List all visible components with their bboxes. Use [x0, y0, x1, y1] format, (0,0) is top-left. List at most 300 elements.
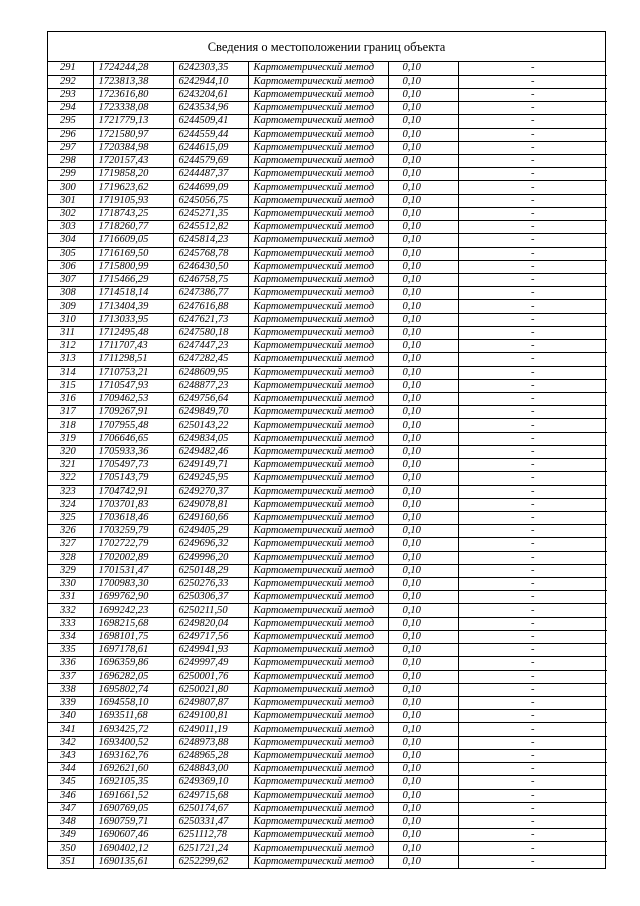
point-number: 328 — [48, 551, 93, 564]
point-number: 338 — [48, 683, 93, 696]
method-cell: Картометрический метод — [248, 392, 388, 405]
coordinate-y: 6249270,37 — [173, 485, 248, 498]
description-cell: - — [458, 221, 607, 234]
description-cell: - — [458, 842, 607, 855]
precision-cell: 0,10 — [388, 525, 458, 538]
method-cell: Картометрический метод — [248, 789, 388, 802]
table-row — [48, 287, 607, 300]
precision-cell: 0,10 — [388, 75, 458, 88]
point-number: 300 — [48, 181, 93, 194]
method-cell: Картометрический метод — [248, 630, 388, 643]
description-cell: - — [458, 75, 607, 88]
method-cell: Картометрический метод — [248, 366, 388, 379]
precision-cell: 0,10 — [388, 459, 458, 472]
precision-cell: 0,10 — [388, 141, 458, 154]
table-row — [48, 683, 607, 696]
table-row — [48, 564, 607, 577]
point-number: 349 — [48, 829, 93, 842]
coordinate-x: 1693400,52 — [93, 736, 173, 749]
point-number: 319 — [48, 432, 93, 445]
coordinate-y: 6248843,00 — [173, 763, 248, 776]
description-cell: - — [458, 168, 607, 181]
description-cell: - — [458, 141, 607, 154]
coordinate-y: 6246758,75 — [173, 274, 248, 287]
description-cell: - — [458, 62, 607, 75]
table-row — [48, 485, 607, 498]
point-number: 306 — [48, 260, 93, 273]
precision-cell: 0,10 — [388, 789, 458, 802]
coordinate-x: 1705933,36 — [93, 445, 173, 458]
table-row — [48, 75, 607, 88]
coordinate-y: 6244615,09 — [173, 141, 248, 154]
method-cell: Картометрический метод — [248, 459, 388, 472]
table-row — [48, 181, 607, 194]
coordinate-y: 6246430,50 — [173, 260, 248, 273]
table-row — [48, 102, 607, 115]
boundary-table-sheet — [47, 31, 606, 869]
coordinate-x: 1692621,60 — [93, 763, 173, 776]
point-number: 312 — [48, 340, 93, 353]
coordinate-x: 1721779,13 — [93, 115, 173, 128]
coordinate-x: 1692105,35 — [93, 776, 173, 789]
coordinate-x: 1690607,46 — [93, 829, 173, 842]
coordinate-x: 1709462,53 — [93, 392, 173, 405]
description-cell: - — [458, 723, 607, 736]
precision-cell: 0,10 — [388, 538, 458, 551]
point-number: 342 — [48, 736, 93, 749]
precision-cell: 0,10 — [388, 723, 458, 736]
coordinate-x: 1723813,38 — [93, 75, 173, 88]
coordinate-x: 1715800,99 — [93, 260, 173, 273]
method-cell: Картометрический метод — [248, 260, 388, 273]
method-cell: Картометрический метод — [248, 379, 388, 392]
table-row — [48, 406, 607, 419]
point-number: 332 — [48, 604, 93, 617]
coordinate-y: 6250021,80 — [173, 683, 248, 696]
description-cell: - — [458, 802, 607, 815]
precision-cell: 0,10 — [388, 392, 458, 405]
method-cell: Картометрический метод — [248, 736, 388, 749]
coordinate-x: 1693162,76 — [93, 749, 173, 762]
precision-cell: 0,10 — [388, 432, 458, 445]
point-number: 334 — [48, 630, 93, 643]
precision-cell: 0,10 — [388, 842, 458, 855]
description-cell: - — [458, 829, 607, 842]
precision-cell: 0,10 — [388, 115, 458, 128]
coordinate-y: 6250174,67 — [173, 802, 248, 815]
point-number: 335 — [48, 644, 93, 657]
table-row — [48, 538, 607, 551]
coordinate-x: 1699242,23 — [93, 604, 173, 617]
point-number: 336 — [48, 657, 93, 670]
coordinate-x: 1696359,86 — [93, 657, 173, 670]
coordinate-x: 1703701,83 — [93, 498, 173, 511]
method-cell: Картометрический метод — [248, 723, 388, 736]
point-number: 348 — [48, 815, 93, 828]
coordinate-x: 1701531,47 — [93, 564, 173, 577]
point-number: 308 — [48, 287, 93, 300]
point-number: 310 — [48, 313, 93, 326]
coordinate-x: 1723616,80 — [93, 88, 173, 101]
point-number: 337 — [48, 670, 93, 683]
coordinate-y: 6242303,35 — [173, 62, 248, 75]
method-cell: Картометрический метод — [248, 842, 388, 855]
table-row — [48, 829, 607, 842]
table-row — [48, 432, 607, 445]
coordinate-x: 1690759,71 — [93, 815, 173, 828]
precision-cell: 0,10 — [388, 445, 458, 458]
coordinate-y: 6245768,78 — [173, 247, 248, 260]
method-cell: Картометрический метод — [248, 749, 388, 762]
coordinate-x: 1724244,28 — [93, 62, 173, 75]
method-cell: Картометрический метод — [248, 102, 388, 115]
precision-cell: 0,10 — [388, 155, 458, 168]
table-row — [48, 326, 607, 339]
method-cell: Картометрический метод — [248, 445, 388, 458]
table-row — [48, 855, 607, 868]
coordinate-x: 1710547,93 — [93, 379, 173, 392]
precision-cell: 0,10 — [388, 564, 458, 577]
description-cell: - — [458, 630, 607, 643]
point-number: 307 — [48, 274, 93, 287]
description-cell: - — [458, 274, 607, 287]
method-cell: Картометрический метод — [248, 207, 388, 220]
coordinate-x: 1698215,68 — [93, 617, 173, 630]
description-cell: - — [458, 538, 607, 551]
method-cell: Картометрический метод — [248, 75, 388, 88]
method-cell: Картометрический метод — [248, 432, 388, 445]
description-cell: - — [458, 379, 607, 392]
coordinate-y: 6244699,09 — [173, 181, 248, 194]
precision-cell: 0,10 — [388, 591, 458, 604]
point-number: 314 — [48, 366, 93, 379]
coordinate-x: 1704742,91 — [93, 485, 173, 498]
point-number: 325 — [48, 511, 93, 524]
table-row — [48, 459, 607, 472]
coordinate-y: 6250211,50 — [173, 604, 248, 617]
table-row — [48, 617, 607, 630]
description-cell: - — [458, 392, 607, 405]
description-cell: - — [458, 366, 607, 379]
method-cell: Картометрический метод — [248, 485, 388, 498]
table-row — [48, 551, 607, 564]
coordinate-y: 6245056,75 — [173, 194, 248, 207]
precision-cell: 0,10 — [388, 168, 458, 181]
coordinate-x: 1698101,75 — [93, 630, 173, 643]
coordinate-y: 6244509,41 — [173, 115, 248, 128]
point-number: 298 — [48, 155, 93, 168]
point-number: 315 — [48, 379, 93, 392]
method-cell: Картометрический метод — [248, 419, 388, 432]
description-cell: - — [458, 260, 607, 273]
point-number: 333 — [48, 617, 93, 630]
coordinate-x: 1702002,89 — [93, 551, 173, 564]
coordinate-y: 6249149,71 — [173, 459, 248, 472]
coordinate-x: 1721580,97 — [93, 128, 173, 141]
coordinate-x: 1709267,91 — [93, 406, 173, 419]
coordinate-y: 6248877,23 — [173, 379, 248, 392]
coordinate-x: 1719858,20 — [93, 168, 173, 181]
precision-cell: 0,10 — [388, 353, 458, 366]
point-number: 294 — [48, 102, 93, 115]
point-number: 321 — [48, 459, 93, 472]
coordinate-y: 6251721,24 — [173, 842, 248, 855]
description-cell: - — [458, 406, 607, 419]
point-number: 346 — [48, 789, 93, 802]
method-cell: Картометрический метод — [248, 591, 388, 604]
coordinate-y: 6251112,78 — [173, 829, 248, 842]
precision-cell: 0,10 — [388, 379, 458, 392]
table-row — [48, 155, 607, 168]
description-cell: - — [458, 776, 607, 789]
coordinate-x: 1711707,43 — [93, 340, 173, 353]
table-row — [48, 379, 607, 392]
table-row — [48, 657, 607, 670]
precision-cell: 0,10 — [388, 736, 458, 749]
coordinate-y: 6249941,93 — [173, 644, 248, 657]
method-cell: Картометрический метод — [248, 815, 388, 828]
description-cell: - — [458, 432, 607, 445]
point-number: 344 — [48, 763, 93, 776]
coordinate-y: 6249405,29 — [173, 525, 248, 538]
description-cell: - — [458, 472, 607, 485]
coordinate-x: 1720157,43 — [93, 155, 173, 168]
precision-cell: 0,10 — [388, 326, 458, 339]
point-number: 318 — [48, 419, 93, 432]
coordinate-x: 1711298,51 — [93, 353, 173, 366]
precision-cell: 0,10 — [388, 578, 458, 591]
table-row — [48, 525, 607, 538]
table-row — [48, 274, 607, 287]
precision-cell: 0,10 — [388, 657, 458, 670]
method-cell: Картометрический метод — [248, 604, 388, 617]
coordinate-y: 6249834,05 — [173, 432, 248, 445]
description-cell: - — [458, 300, 607, 313]
point-number: 316 — [48, 392, 93, 405]
precision-cell: 0,10 — [388, 644, 458, 657]
precision-cell: 0,10 — [388, 207, 458, 220]
description-cell: - — [458, 115, 607, 128]
method-cell: Картометрический метод — [248, 644, 388, 657]
point-number: 301 — [48, 194, 93, 207]
description-cell: - — [458, 326, 607, 339]
coordinate-x: 1699762,90 — [93, 591, 173, 604]
coordinate-x: 1690135,61 — [93, 855, 173, 868]
precision-cell: 0,10 — [388, 710, 458, 723]
table-row — [48, 776, 607, 789]
description-cell: - — [458, 88, 607, 101]
table-row — [48, 578, 607, 591]
table-row — [48, 710, 607, 723]
coordinate-y: 6248609,95 — [173, 366, 248, 379]
description-cell: - — [458, 591, 607, 604]
point-number: 292 — [48, 75, 93, 88]
description-cell: - — [458, 525, 607, 538]
method-cell: Картометрический метод — [248, 300, 388, 313]
description-cell: - — [458, 485, 607, 498]
table-row — [48, 128, 607, 141]
precision-cell: 0,10 — [388, 802, 458, 815]
table-row — [48, 723, 607, 736]
description-cell: - — [458, 789, 607, 802]
table-row — [48, 511, 607, 524]
coordinate-y: 6244559,44 — [173, 128, 248, 141]
point-number: 351 — [60, 855, 76, 867]
point-number: 331 — [48, 591, 93, 604]
point-number: 326 — [48, 525, 93, 538]
table-row — [48, 141, 607, 154]
method-cell: Картометрический метод — [248, 511, 388, 524]
table-row — [48, 736, 607, 749]
coordinate-y: 6242944,10 — [173, 75, 248, 88]
point-number: 291 — [48, 62, 93, 75]
point-number: 302 — [48, 207, 93, 220]
coordinate-y: 6250001,76 — [173, 670, 248, 683]
table-row — [48, 168, 607, 181]
precision-cell: 0,10 — [388, 630, 458, 643]
precision-cell: 0,10 — [388, 366, 458, 379]
table-row — [48, 498, 607, 511]
method-cell: Картометрический метод — [248, 115, 388, 128]
description-cell: - — [458, 855, 607, 868]
precision-cell: 0,10 — [388, 670, 458, 683]
description-cell: - — [458, 498, 607, 511]
description-cell: - — [458, 511, 607, 524]
coordinate-y: 6244579,69 — [173, 155, 248, 168]
point-number: 293 — [48, 88, 93, 101]
method-cell: Картометрический метод — [248, 313, 388, 326]
method-cell: Картометрический метод — [248, 498, 388, 511]
coordinate-y: 6249715,68 — [173, 789, 248, 802]
table-row — [48, 300, 607, 313]
description-cell: - — [458, 419, 607, 432]
precision-cell: 0,10 — [388, 763, 458, 776]
method-cell: Картометрический метод — [248, 564, 388, 577]
coordinates-table — [48, 62, 607, 868]
method-cell: Картометрический метод — [248, 657, 388, 670]
method-cell: Картометрический метод — [248, 181, 388, 194]
table-row — [48, 260, 607, 273]
table-row — [48, 194, 607, 207]
description-cell: - — [458, 670, 607, 683]
method-cell: Картометрический метод — [248, 340, 388, 353]
precision-cell: 0,10 — [388, 300, 458, 313]
coordinate-x: 1723338,08 — [93, 102, 173, 115]
method-cell: Картометрический метод — [248, 194, 388, 207]
point-number: 309 — [48, 300, 93, 313]
precision-cell: 0,10 — [388, 604, 458, 617]
method-cell: Картометрический метод — [248, 88, 388, 101]
description-cell: - — [458, 155, 607, 168]
method-cell: Картометрический метод — [248, 234, 388, 247]
coordinate-x: 1712495,48 — [93, 326, 173, 339]
precision-cell: 0,10 — [388, 511, 458, 524]
coordinate-x: 1707955,48 — [93, 419, 173, 432]
description-cell: - — [458, 128, 607, 141]
point-number: 340 — [48, 710, 93, 723]
method-cell: Картометрический метод — [248, 538, 388, 551]
coordinate-x: 1716609,05 — [93, 234, 173, 247]
point-number: 350 — [48, 842, 93, 855]
coordinate-x: 1719623,62 — [93, 181, 173, 194]
coordinate-y: 6249849,70 — [173, 406, 248, 419]
precision-cell: 0,10 — [388, 855, 458, 868]
point-number: 347 — [48, 802, 93, 815]
coordinate-y: 6250276,33 — [173, 578, 248, 591]
coordinate-y: 6252299,62 — [173, 855, 248, 868]
coordinate-y: 6249245,95 — [173, 472, 248, 485]
precision-cell: 0,10 — [388, 234, 458, 247]
table-row — [48, 419, 607, 432]
point-number: 327 — [48, 538, 93, 551]
method-cell: Картометрический метод — [248, 353, 388, 366]
table-row — [48, 392, 607, 405]
point-number: 341 — [48, 723, 93, 736]
point-number: 295 — [48, 115, 93, 128]
description-cell: - — [458, 247, 607, 260]
coordinate-y: 6250148,29 — [173, 564, 248, 577]
coordinate-x: 1703618,46 — [93, 511, 173, 524]
precision-cell: 0,10 — [388, 247, 458, 260]
coordinate-y: 6247447,23 — [173, 340, 248, 353]
precision-cell: 0,10 — [388, 62, 458, 75]
point-number: 339 — [48, 697, 93, 710]
coordinate-x: 1697178,61 — [93, 644, 173, 657]
coordinate-y: 6248965,28 — [173, 749, 248, 762]
method-cell: Картометрический метод — [248, 763, 388, 776]
description-cell: - — [458, 102, 607, 115]
method-cell: Картометрический метод — [248, 776, 388, 789]
point-number: 330 — [48, 578, 93, 591]
precision-cell: 0,10 — [388, 776, 458, 789]
precision-cell: 0,10 — [388, 815, 458, 828]
description-cell: - — [458, 194, 607, 207]
description-cell: - — [458, 657, 607, 670]
point-number: 317 — [48, 406, 93, 419]
description-cell: - — [458, 564, 607, 577]
description-cell: - — [458, 644, 607, 657]
coordinate-y: 6244487,37 — [173, 168, 248, 181]
table-row — [48, 247, 607, 260]
coordinate-x: 1702722,79 — [93, 538, 173, 551]
coordinate-x: 1705143,79 — [93, 472, 173, 485]
point-number: 311 — [48, 326, 93, 339]
coordinate-y: 6249820,04 — [173, 617, 248, 630]
description-cell: - — [458, 815, 607, 828]
method-cell: Картометрический метод — [248, 525, 388, 538]
description-cell: - — [458, 313, 607, 326]
method-cell: Картометрический метод — [248, 829, 388, 842]
coordinate-x: 1718743,25 — [93, 207, 173, 220]
coordinate-x: 1713033,95 — [93, 313, 173, 326]
precision-cell: 0,10 — [388, 617, 458, 630]
coordinate-y: 6247580,18 — [173, 326, 248, 339]
method-cell: Картометрический метод — [248, 472, 388, 485]
coordinate-x: 1716169,50 — [93, 247, 173, 260]
precision-cell: 0,10 — [388, 419, 458, 432]
coordinate-x: 1720384,98 — [93, 141, 173, 154]
precision-cell: 0,10 — [388, 181, 458, 194]
table-row — [48, 88, 607, 101]
coordinate-y: 6248973,88 — [173, 736, 248, 749]
coordinate-x: 1710753,21 — [93, 366, 173, 379]
coordinate-x: 1713404,39 — [93, 300, 173, 313]
table-row — [48, 697, 607, 710]
table-row — [48, 313, 607, 326]
precision-cell: 0,10 — [388, 472, 458, 485]
description-cell: - — [458, 459, 607, 472]
precision-cell: 0,10 — [388, 274, 458, 287]
